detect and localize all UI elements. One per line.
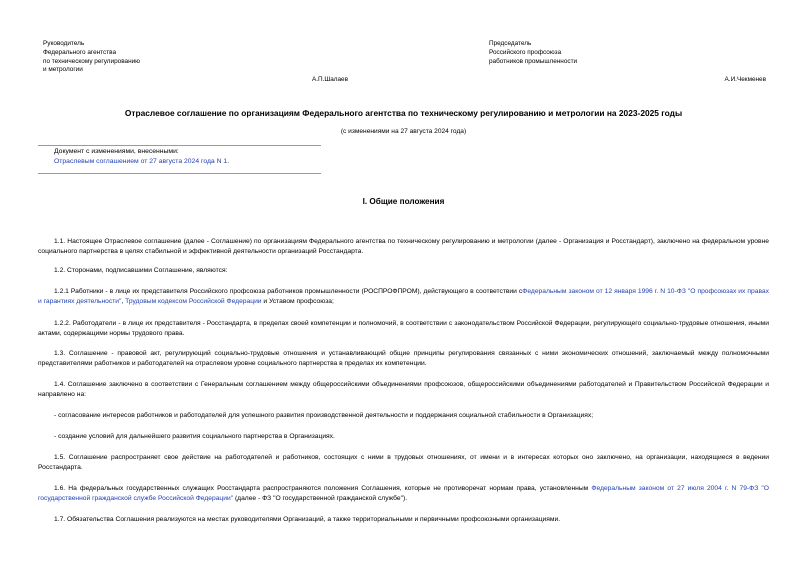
paragraph-1-5: 1.5. Соглашение распространяет свое действие на работодателей и работников, состоящих с ними в трудовых отношениях, от имени и в интересах которых оно заключено, на организации, находящиеся в ведении Росстандарта. <box>38 454 769 472</box>
docinfo-line <box>54 157 319 167</box>
paragraph-1-4: 1.4. Соглашение заключено в соответствии с Генеральным соглашением между общероссийскими объединениями профсоюзов, общероссийскими объединениями работодателей и Правительством Российской Федерации и направлено на: <box>38 381 769 399</box>
paragraph-1-7: 1.7. Обязательства Соглашения реализуются на местах руководителями Организаций, а также территориальными и первичными профсоюзными организациями. <box>54 516 561 523</box>
labor-code-link[interactable]: Трудовым кодексом Российской Федерации <box>125 298 262 306</box>
amendment-link[interactable]: Отраслевым соглашением от 27 августа 2024 года N 1 <box>54 158 228 166</box>
paragraph-1-2-1 <box>38 287 769 307</box>
docinfo-top-rule <box>38 145 321 146</box>
right-signatory-name: А.И.Чекменев <box>724 76 766 83</box>
paragraph-1-6 <box>38 484 769 504</box>
section-title: I. Общие положения <box>362 197 445 206</box>
paragraph-1-2-1-tail: и Уставом профсоюза; <box>261 298 334 306</box>
right-signatory-title <box>489 40 577 66</box>
docinfo-suffix: . <box>227 158 230 166</box>
paragraph-1-6-tail: (далее - ФЗ "О государственной гражданской службе"). <box>233 495 408 503</box>
paragraph-1-6-text: 1.6. На федеральных государственных служащих Росстандарта распространяются положения Соглашения, которые не противоречат нормам права, установленным <box>54 485 592 492</box>
right-signatory-line: Председатель <box>489 40 532 47</box>
left-signatory-line: Федерального агентства <box>43 48 117 56</box>
paragraph-1-4-b: - создание условий для дальнейшего развития социального партнерства в Организациях. <box>54 433 335 440</box>
paragraph-1-1: 1.1. Настоящее Отраслевое соглашение (далее - Соглашение) по организациям Федерального агентства по техническому регулированию и метрологии (далее - Организация и Росстандарт), заключено на федеральном уровне социального партнерства в целях стабильной и эффективной деятельности организаций Росстандарта. <box>38 238 769 256</box>
left-signatory-line: Руководитель <box>43 40 85 47</box>
left-signatory-name: А.П.Шалаев <box>311 76 348 83</box>
paragraph-1-2-1-sep: , <box>121 298 126 306</box>
paragraph-1-2-1-text: 1.2.1 Работники - в лице их представителя Российского профсоюза работников промышленности (РОСПРОФПРОМ), действующего в соответствии с <box>54 288 523 295</box>
right-signatory-line: Российского профсоюза <box>489 48 562 56</box>
paragraph-1-2-2: 1.2.2. Работодатели - в лице их представителя - Росстандарта, в пределах своей компетенции и полномочий, в соответствии с законодательством Российской Федерации, регулирующего социально-трудовые отношения, иными актами, содержащими нормы трудового права. <box>38 320 769 338</box>
federal-law-79fz-link[interactable]: Федеральным законом от 27 июля 2004 г. N 79-ФЗ "О государственной гражданской службе Российской Федерации" <box>38 485 769 503</box>
left-signatory-line: по техническому регулированию <box>43 57 140 65</box>
docinfo-block <box>54 147 319 167</box>
federal-law-10fz-link[interactable]: Федеральным законом от 12 января 1996 г. N 10-ФЗ "О профсоюзах их правах и гарантиях деятельности" <box>38 288 769 306</box>
paragraph-1-4-a: - согласование интересов работников и работодателей для успешного развития производственной деятельности и поддержания социальной стабильности в Организациях; <box>54 412 594 419</box>
docinfo-bottom-rule <box>38 173 321 174</box>
document-title: Отраслевое соглашение по организациям Федерального агентства по техническому регулированию и метрологии на 2023-2025 годы <box>124 108 683 118</box>
docinfo-label: Документ с изменениями, внесенными: <box>54 148 179 155</box>
left-signatory-title <box>43 40 140 75</box>
left-signatory-line: и метрологии <box>43 66 83 74</box>
right-signatory-line: работников промышленности <box>489 57 578 65</box>
paragraph-1-2: 1.2. Сторонами, подписавшими Соглашение, являются: <box>54 267 228 274</box>
paragraph-1-3: 1.3. Соглашение - правовой акт, регулирующий социально-трудовые отношения и устанавливающий общие принципы регулирования связанных с ними экономических отношений, заключаемый между полномочными представителями работников и работодателей на отраслевом уровне социального партнерства в пределах их компетенции. <box>38 350 769 368</box>
revision-note: (с изменениями на 27 августа 2024 года) <box>340 128 467 135</box>
